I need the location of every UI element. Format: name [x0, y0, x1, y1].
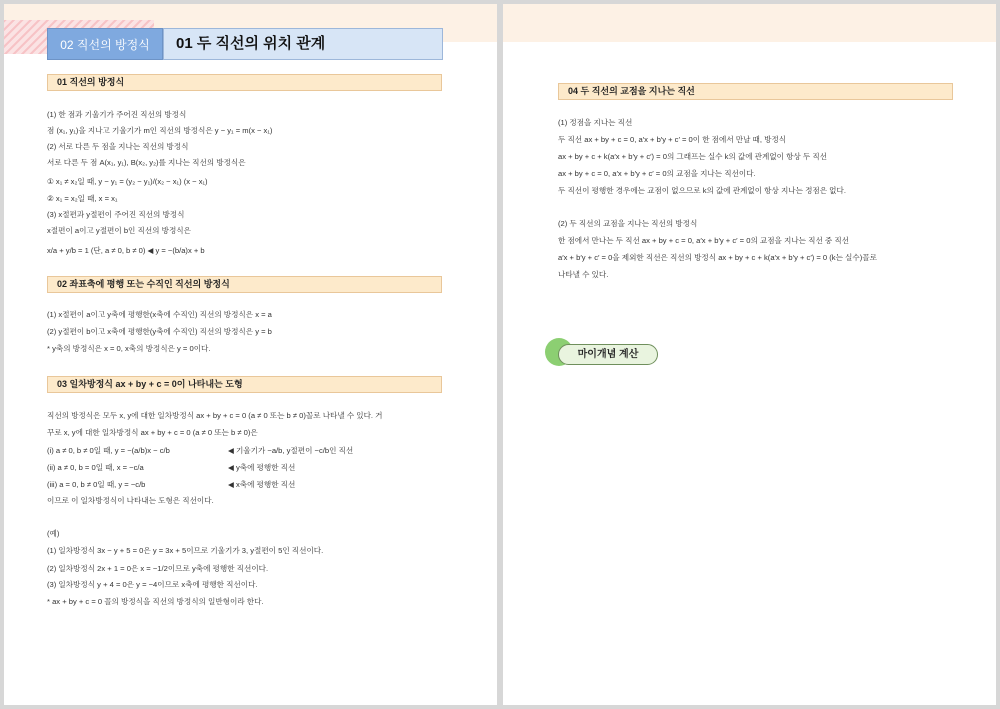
text-line: * y축의 방정식은 x = 0, x축의 방정식은 y = 0이다.: [47, 344, 211, 353]
text-line: 두 직선 ax + by + c = 0, a′x + b′y + c′ = 0이 한 점에서 만날 때, 방정식: [558, 135, 787, 144]
text-line: ◀ 기울기가 −a/b, y절편이 −c/b인 직선: [228, 446, 354, 455]
text-line: ax + by + c = 0, a′x + b′y + c′ = 0의 교점을 지나는 직선이다.: [558, 169, 756, 178]
text-line: (예): [47, 529, 60, 538]
text-line: x/a + y/b = 1 (단, a ≠ 0, b ≠ 0) ◀ y = −(b/a)x + b: [47, 246, 205, 255]
section-title-01: 01 직선의 방정식: [47, 74, 442, 91]
text-line: 점 (x₁, y₁)을 지나고 기울기가 m인 직선의 방정식은 y − y₁ = m(x − x₁): [47, 126, 273, 135]
text-line: (ii) a ≠ 0, b = 0일 때, x = −c/a: [47, 463, 144, 472]
section-title-04: 04 두 직선의 교점을 지나는 직선: [558, 83, 953, 100]
text-line: x절편이 a이고 y절편이 b인 직선의 방정식은: [47, 226, 191, 235]
text-line: ◀ x축에 평행한 직선: [228, 480, 296, 489]
text-line: * ax + by + c = 0 꼴의 방정식을 직선의 방정식의 일반형이라 한다.: [47, 597, 264, 606]
right-page: [503, 4, 996, 705]
concept-badge: 마이개념 계산: [558, 344, 658, 365]
text-line: (2) 일차방정식 2x + 1 = 0은 x = −1/2이므로 y축에 평행한 직선이다.: [47, 564, 269, 573]
text-line: (1) 일차방정식 3x − y + 5 = 0은 y = 3x + 5이므로 기울기가 3, y절편이 5인 직선이다.: [47, 546, 324, 555]
text-line: 서로 다른 두 점 A(x₁, y₁), B(x₂, y₂)를 지나는 직선의 방정식은: [47, 158, 246, 167]
text-line: (3) 일차방정식 y + 4 = 0은 y = −4이므로 x축에 평행한 직선이다.: [47, 580, 258, 589]
text-line: 꾸로 x, y에 대한 일차방정식 ax + by + c = 0 (a ≠ 0 또는 b ≠ 0)은: [47, 428, 258, 437]
text-line: (1) x절편이 a이고 y축에 평행한(x축에 수직인) 직선의 방정식은 x = a: [47, 310, 272, 319]
page-title: 01 두 직선의 위치 관계: [163, 28, 443, 60]
text-line: (1) 정점을 지나는 직선: [558, 118, 633, 127]
text-line: a′x + b′y + c′ = 0을 제외한 직선은 직선의 방정식 ax + by + c + k(a′x + b′y + c′) = 0 (k는 실수)꼴로: [558, 253, 877, 262]
text-line: 나타낼 수 있다.: [558, 270, 609, 279]
text-line: (2) y절편이 b이고 x축에 평행한(y축에 수직인) 직선의 방정식은 y = b: [47, 327, 272, 336]
text-line: 직선의 방정식은 모두 x, y에 대한 일차방정식 ax + by + c = 0 (a ≠ 0 또는 b ≠ 0)꼴로 나타낼 수 있다. 거: [47, 411, 383, 420]
text-line: ax + by + c + k(a′x + b′y + c′) = 0의 그래프는 실수 k의 값에 관계없이 항상 두 직선: [558, 152, 827, 161]
section-title-03: 03 일차방정식 ax + by + c = 0이 나타내는 도형: [47, 376, 442, 393]
text-line: ① x₁ ≠ x₂일 때, y − y₁ = (y₂ − y₁)/(x₂ − x₁) (x − x₁): [47, 177, 208, 186]
text-line: ② x₁ = x₂일 때, x = x₁: [47, 194, 118, 203]
text-line: (i) a ≠ 0, b ≠ 0일 때, y = −(a/b)x − c/b: [47, 446, 170, 455]
text-line: 한 점에서 만나는 두 직선 ax + by + c = 0, a′x + b′y + c′ = 0의 교점을 지나는 직선 중 직선: [558, 236, 850, 245]
text-line: 이므로 이 일차방정식이 나타내는 도형은 직선이다.: [47, 496, 214, 505]
text-line: (3) x절편과 y절편이 주어진 직선의 방정식: [47, 210, 185, 219]
left-page: [4, 4, 497, 705]
header-band: [503, 4, 996, 42]
chapter-tab: 02 직선의 방정식: [47, 28, 163, 60]
section-title-02: 02 좌표축에 평행 또는 수직인 직선의 방정식: [47, 276, 442, 293]
text-line: ◀ y축에 평행한 직선: [228, 463, 296, 472]
text-line: (iii) a = 0, b ≠ 0일 때, y = −c/b: [47, 480, 146, 489]
text-line: (2) 두 직선의 교점을 지나는 직선의 방정식: [558, 219, 698, 228]
text-line: 두 직선이 평행한 경우에는 교점이 없으므로 k의 값에 관계없이 항상 지나는 정점은 없다.: [558, 186, 846, 195]
text-line: (1) 한 점과 기울기가 주어진 직선의 방정식: [47, 110, 187, 119]
text-line: (2) 서로 다른 두 점을 지나는 직선의 방정식: [47, 142, 189, 151]
